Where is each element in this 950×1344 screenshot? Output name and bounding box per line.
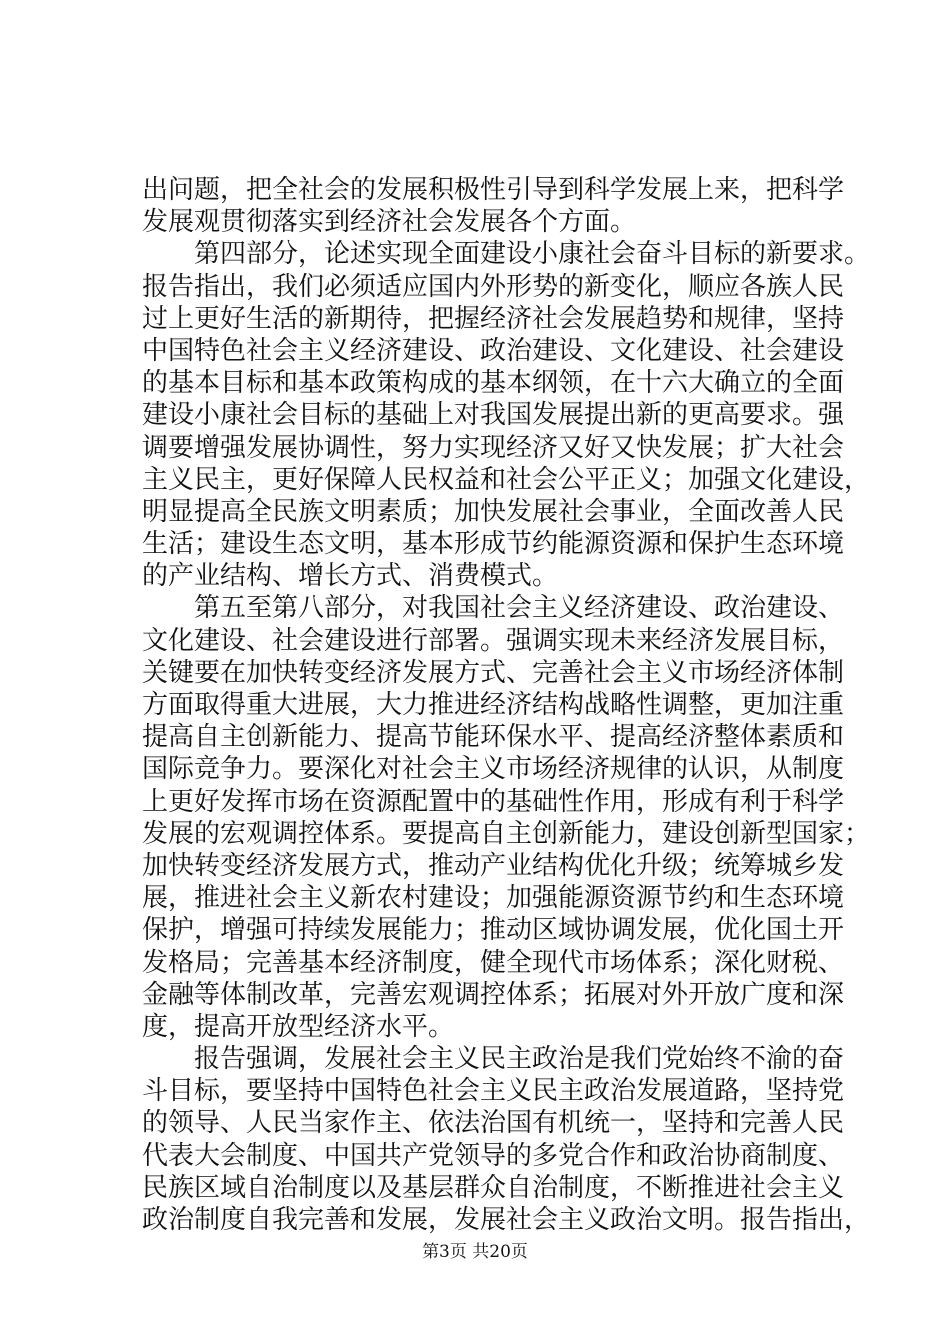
text-line: 主义民主，更好保障人民权益和社会公平正义；加强文化建设， [142, 464, 871, 495]
text-line: 明显提高全民族文明素质；加快发展社会事业，全面改善人民 [142, 496, 845, 527]
text-line: 代表大会制度、中国共产党领导的多党合作和政治协商制度、 [142, 1140, 845, 1171]
text-line: 文化建设、社会建设进行部署。强调实现未来经济发展目标， [142, 625, 845, 656]
text-line: 关键要在加快转变经济发展方式、完善社会主义市场经济体制 [142, 657, 845, 688]
text-line: 度，提高开放型经济水平。 [142, 1011, 455, 1042]
text-line: 方面取得重大进展，大力推进经济结构战略性调整，更加注重 [142, 690, 845, 720]
text-line: 的基本目标和基本政策构成的基本纲领，在十六大确立的全面 [142, 368, 845, 399]
text-line: 上更好发挥市场在资源配置中的基础性作用，形成有利于科学 [142, 786, 845, 817]
text-line: 的领导、人民当家作主、依法治国有机统一，坚持和完善人民 [142, 1108, 845, 1139]
text-line: 报告指出，我们必须适应国内外形势的新变化，顺应各族人民 [142, 271, 845, 302]
text-line: 调要增强发展协调性，努力实现经济又好又快发展；扩大社会 [142, 432, 845, 463]
body-text [142, 174, 871, 1236]
page-number-footer: 第3页 共20页 [422, 1242, 528, 1262]
text-line: 展，推进社会主义新农村建设；加强能源资源节约和生态环境 [142, 883, 845, 914]
text-line: 发格局；完善基本经济制度，健全现代市场体系；深化财税、 [142, 947, 845, 978]
text-line: 出问题，把全社会的发展积极性引导到科学发展上来，把科学 [142, 175, 845, 205]
text-line: 的产业结构、增长方式、消费模式。 [142, 561, 559, 592]
text-line: 国际竞争力。要深化对社会主义市场经济规律的认识，从制度 [142, 754, 845, 785]
text-line: 保护，增强可持续发展能力；推动区域协调发展，优化国土开 [142, 915, 845, 946]
text-line: 政治制度自我完善和发展，发展社会主义政治文明。报告指出， [142, 1205, 871, 1235]
text-line: 金融等体制改革，完善宏观调控体系；拓展对外开放广度和深 [142, 979, 845, 1010]
text-line: 斗目标，要坚持中国特色社会主义民主政治发展道路，坚持党 [142, 1076, 845, 1107]
text-line: 生活；建设生态文明，基本形成节约能源资源和保护生态环境 [142, 529, 845, 560]
paragraph-start-line: 报告强调，发展社会主义民主政治是我们党始终不渝的奋 [194, 1044, 845, 1075]
paragraph-start-line: 第五至第八部分，对我国社会主义经济建设、政治建设、 [194, 593, 845, 624]
text-line: 提高自主创新能力、提高节能环保水平、提高经济整体素质和 [142, 722, 845, 753]
text-line: 建设小康社会目标的基础上对我国发展提出新的更高要求。强 [142, 400, 845, 431]
text-line: 加快转变经济发展方式，推动产业结构优化升级；统筹城乡发 [142, 850, 845, 881]
text-line: 发展的宏观调控体系。要提高自主创新能力，建设创新型国家； [142, 818, 871, 849]
text-line: 发展观贯彻落实到经济社会发展各个方面。 [142, 207, 637, 238]
text-line: 中国特色社会主义经济建设、政治建设、文化建设、社会建设 [142, 335, 845, 366]
text-line: 过上更好生活的新期待，把握经济社会发展趋势和规律，坚持 [142, 303, 845, 334]
text-line: 民族区域自治制度以及基层群众自治制度，不断推进社会主义 [142, 1172, 845, 1203]
paragraph-start-line: 第四部分，论述实现全面建设小康社会奋斗目标的新要求。 [194, 239, 871, 270]
